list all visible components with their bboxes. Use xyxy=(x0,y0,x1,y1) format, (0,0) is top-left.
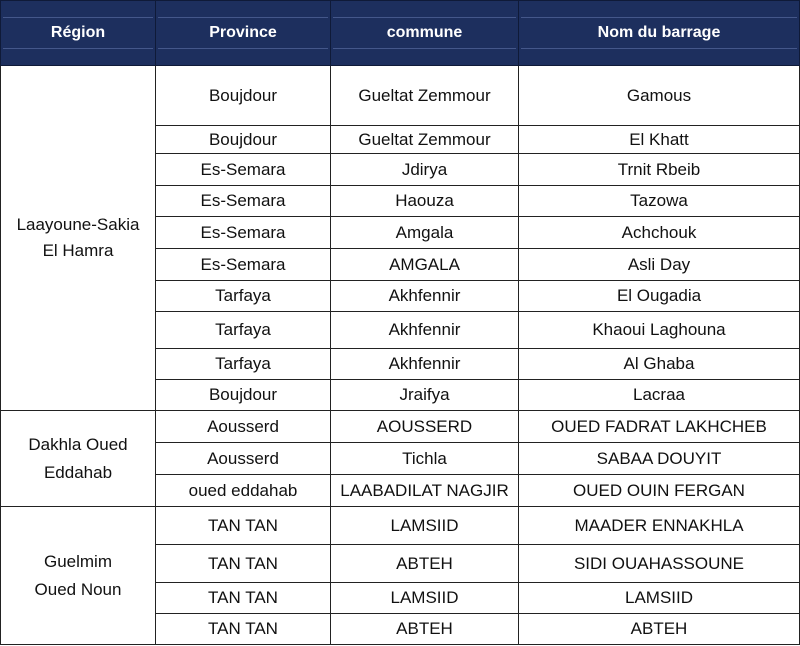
commune-cell: ABTEH xyxy=(331,614,519,645)
province-cell: Es-Semara xyxy=(156,186,331,217)
table-row xyxy=(1,411,800,443)
barrage-cell: Al Ghaba xyxy=(519,349,800,380)
header-province: Province xyxy=(156,1,331,66)
province-cell: Es-Semara xyxy=(156,154,331,186)
commune-cell: AOUSSERD xyxy=(331,411,519,443)
province-cell: TAN TAN xyxy=(156,614,331,645)
region-name-line: Oued Noun xyxy=(34,579,122,599)
commune-cell: LAMSIID xyxy=(331,507,519,545)
header-row xyxy=(1,1,800,66)
commune-cell: LAABADILAT NAGJIR xyxy=(331,475,519,507)
province-cell: TAN TAN xyxy=(156,583,331,614)
barrage-cell: El Ougadia xyxy=(519,281,800,312)
barrage-cell: SABAA DOUYIT xyxy=(519,443,800,475)
commune-cell: AMGALA xyxy=(331,249,519,281)
region-cell-laayoune xyxy=(1,66,156,411)
province-cell: Boujdour xyxy=(156,66,331,126)
province-cell: TAN TAN xyxy=(156,507,331,545)
province-cell: Es-Semara xyxy=(156,217,331,249)
region-name-line: Dakhla Oued xyxy=(28,434,128,454)
commune-cell: Gueltat Zemmour xyxy=(331,66,519,126)
commune-cell: Akhfennir xyxy=(331,312,519,349)
barrage-cell: El Khatt xyxy=(519,126,800,154)
commune-cell: Jdirya xyxy=(331,154,519,186)
barrage-cell: SIDI OUAHASSOUNE xyxy=(519,545,800,583)
barrage-cell: Trnit Rbeib xyxy=(519,154,800,186)
table-row xyxy=(1,66,800,126)
commune-cell: Tichla xyxy=(331,443,519,475)
province-cell: Aousserd xyxy=(156,443,331,475)
region-name-line: Guelmim xyxy=(43,551,112,571)
table-row xyxy=(1,507,800,545)
barrage-cell: ABTEH xyxy=(519,614,800,645)
province-cell: Boujdour xyxy=(156,126,331,154)
province-cell: Boujdour xyxy=(156,380,331,411)
province-cell: Es-Semara xyxy=(156,249,331,281)
province-cell: TAN TAN xyxy=(156,545,331,583)
header-barrage: Nom du barrage xyxy=(519,1,800,66)
commune-cell: ABTEH xyxy=(331,545,519,583)
barrage-cell: Gamous xyxy=(519,66,800,126)
commune-cell: Akhfennir xyxy=(331,349,519,380)
barrage-cell: OUED OUIN FERGAN xyxy=(519,475,800,507)
region-name-line: Eddahab xyxy=(43,462,113,482)
barrage-cell: Asli Day xyxy=(519,249,800,281)
commune-cell: Akhfennir xyxy=(331,281,519,312)
header-region: Région xyxy=(1,1,156,66)
barrage-cell: Khaoui Laghouna xyxy=(519,312,800,349)
province-cell: oued eddahab xyxy=(156,475,331,507)
region-cell-guelmim xyxy=(1,507,156,645)
region-name-line: Laayoune-Sakia xyxy=(16,215,140,234)
province-cell: Aousserd xyxy=(156,411,331,443)
commune-cell: Amgala xyxy=(331,217,519,249)
region-name-line: El Hamra xyxy=(42,241,114,260)
barrage-cell: MAADER ENNAKHLA xyxy=(519,507,800,545)
commune-cell: Jraifya xyxy=(331,380,519,411)
region-cell-dakhla xyxy=(1,411,156,507)
barrage-cell: Lacraa xyxy=(519,380,800,411)
header-commune: commune xyxy=(331,1,519,66)
barrage-cell: LAMSIID xyxy=(519,583,800,614)
barrage-cell: OUED FADRAT LAKHCHEB xyxy=(519,411,800,443)
commune-cell: Gueltat Zemmour xyxy=(331,126,519,154)
province-cell: Tarfaya xyxy=(156,281,331,312)
commune-cell: LAMSIID xyxy=(331,583,519,614)
commune-cell: Haouza xyxy=(331,186,519,217)
barrage-cell: Achchouk xyxy=(519,217,800,249)
province-cell: Tarfaya xyxy=(156,312,331,349)
province-cell: Tarfaya xyxy=(156,349,331,380)
barrage-cell: Tazowa xyxy=(519,186,800,217)
